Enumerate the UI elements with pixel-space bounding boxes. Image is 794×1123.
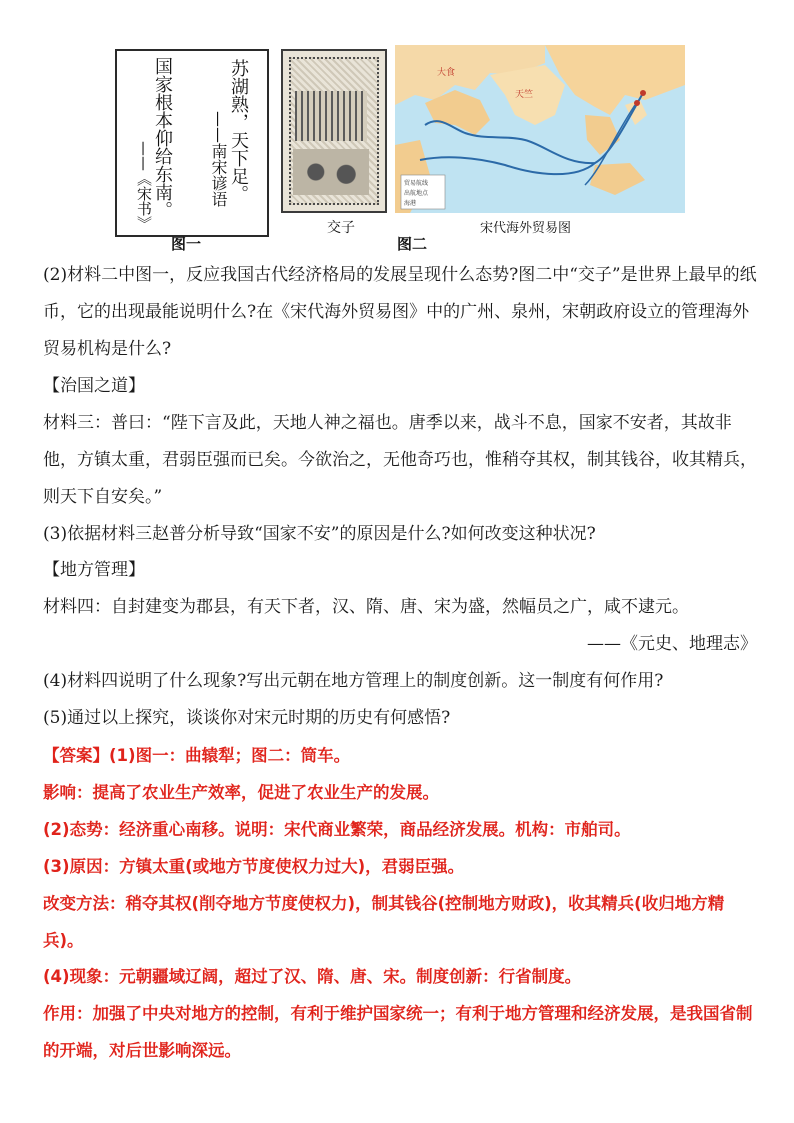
map-legend-1: 贸易航线 <box>404 180 429 187</box>
song-trade-map <box>395 45 685 213</box>
proverb-text: 苏湖熟，天下足。 <box>228 59 249 203</box>
figure-one-caption: 图一 <box>171 235 202 253</box>
answer-4: (4)现象：元朝疆域辽阔，超过了汉、隋、唐、宋。制度创新：行省制度。 <box>43 967 582 986</box>
question-4: (4)材料四说明了什么现象?写出元朝在地方管理上的制度创新。这一制度有何作用? <box>43 671 664 691</box>
map-label-tianzhu: 天竺 <box>515 90 534 100</box>
jiaozi-caption: 交子 <box>327 220 355 236</box>
map-caption: 宋代海外贸易图 <box>480 221 572 236</box>
material-4: 材料四：自封建变为郡县，有天下者，汉、隋、唐、宋为盛，然幅员之广，咸不逮元。 <box>43 597 689 617</box>
answer-1: 【答案】(1)图一：曲辕犁；图二：筒车。 <box>43 746 351 765</box>
songshu-quote: 国家根本仰给东南。 <box>152 57 173 219</box>
material-4-source: ——《元史、地理志》 <box>587 634 757 654</box>
heading-difang: 【地方管理】 <box>43 560 145 580</box>
material-3: 材料三：普曰：“陛下言及此，天地人神之福也。唐季以来，战斗不息，国家不安者，其故非他，方镇太重，君弱臣强而已矣。今欲治之，无他奇巧也，惟稍夺其权，制其钱谷，收其精兵，则天下自安矣。” <box>43 413 757 507</box>
map-legend-3: 海港 <box>404 200 417 207</box>
jiaozi-image <box>281 49 387 213</box>
question-5: (5)通过以上探究，谈谈你对宋元时期的历史有何感悟? <box>43 708 451 728</box>
map-label-dashi: 大食 <box>437 68 456 78</box>
question-3: (3)依据材料三赵普分析导致“国家不安”的原因是什么?如何改变这种状况? <box>43 524 596 544</box>
answer-4-effect: 作用：加强了中央对地方的控制，有利于维护国家统一；有利于地方管理和经济发展，是我国省制的开端，对后世影响深远。 <box>43 1004 753 1060</box>
answer-3: (3)原因：方镇太重(或地方节度使权力过大)，君弱臣强。 <box>43 857 465 876</box>
proverb-attribution: ——南宋谚语 <box>209 111 228 207</box>
map-legend-2: 出航地点 <box>404 190 429 197</box>
songshu-attribution: ——《宋书》 <box>135 141 153 231</box>
question-2: (2)材料二中图一，反应我国古代经济格局的发展呈现什么态势?图二中“交子”是世界上最早的纸币，它的出现最能说明什么?在《宋代海外贸易图》中的广州、泉州，宋朝政府设立的管理海外贸易机构是什么? <box>43 265 757 359</box>
answer-2: (2)态势：经济重心南移。说明：宋代商业繁荣，商品经济发展。机构：市舶司。 <box>43 820 631 839</box>
answer-1-impact: 影响：提高了农业生产效率，促进了农业生产的发展。 <box>43 783 439 802</box>
figure-two-caption: 图二 <box>397 235 428 253</box>
figure-strip <box>105 45 690 255</box>
answer-3-method: 改变方法：稍夺其权(削夺地方节度使权力)，制其钱谷(控制地方财政)，收其精兵(收归地方精兵)。 <box>43 894 725 950</box>
heading-zhiguo: 【治国之道】 <box>43 376 145 396</box>
figure-one-frame <box>115 49 269 237</box>
